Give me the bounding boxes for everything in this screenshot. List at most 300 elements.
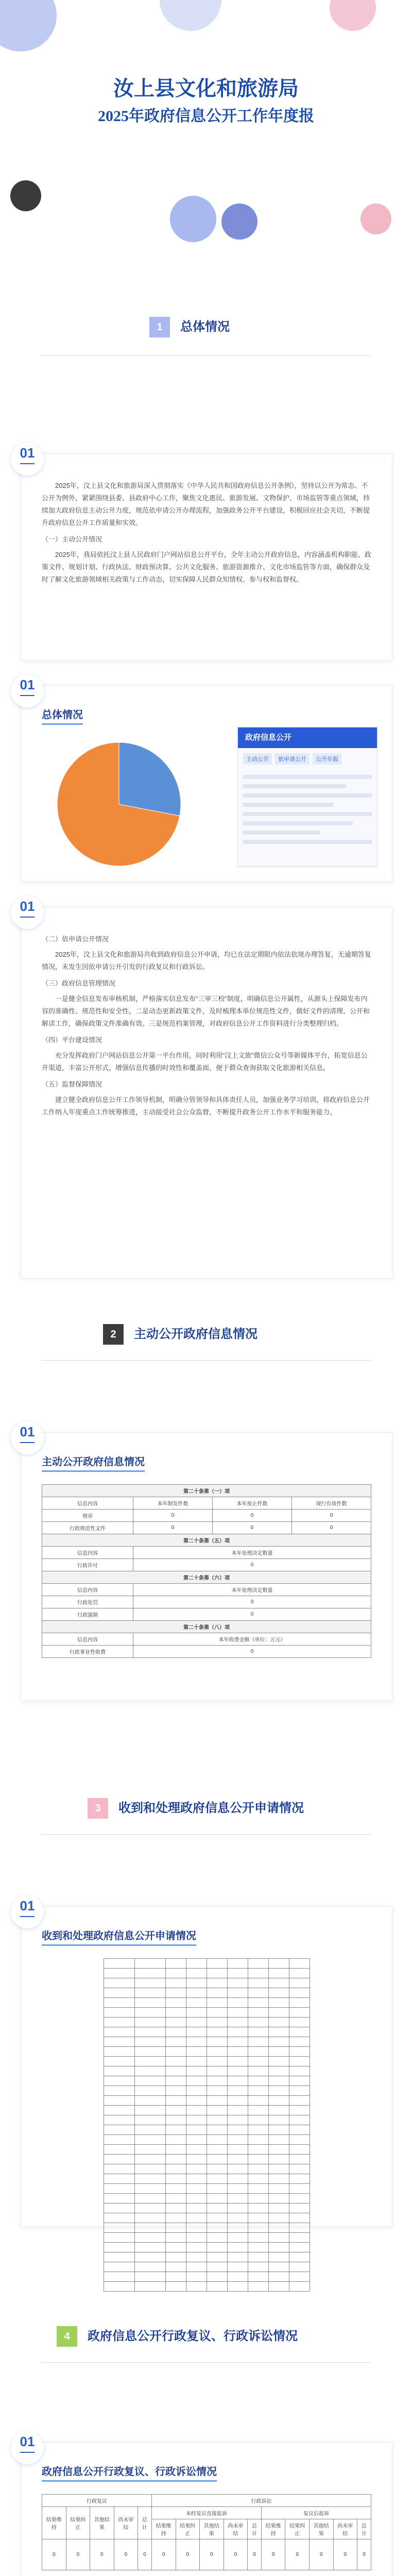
table-cell: 0 (138, 2539, 152, 2570)
table-cell (228, 2243, 248, 2252)
table-cell: 0 (90, 2539, 114, 2570)
table-cell (104, 2252, 135, 2262)
table-cell (248, 2047, 269, 2057)
table-cell (186, 2106, 207, 2115)
table-cell (269, 2164, 289, 2174)
table-cell (289, 2164, 310, 2174)
table-cell (166, 2223, 186, 2233)
table-cell: 行政事业性收费 (42, 1646, 133, 1658)
table-col-header: 总计 (248, 2519, 262, 2539)
table-cell: 行政处罚 (42, 1596, 133, 1608)
table-cell (248, 2233, 269, 2243)
table-cell (135, 2155, 166, 2164)
table-cell (289, 1998, 310, 2008)
table-cell (269, 2086, 289, 2096)
portal-tab[interactable]: 依申请公开 (275, 753, 310, 765)
paragraph: 建立健全政府信息公开工作领导机制，明确分管领导和具体责任人员，加强业务学习培训，将政府信息公开工作纳入年度重点工作统筹推进，主动接受社会公众监督，不断提升政务公开工作水平和服务能力。 (42, 1096, 370, 1116)
table-cell (135, 2223, 166, 2233)
table-cell (269, 1978, 289, 1988)
table-col-header: 现行有效件数 (291, 1497, 371, 1510)
review-table (42, 2494, 371, 2570)
table-cell (166, 2184, 186, 2194)
table-cell (104, 2262, 135, 2272)
table-cell (135, 2057, 166, 2066)
table-cell (135, 2076, 166, 2086)
table-cell (166, 2272, 186, 2282)
table-cell (228, 2252, 248, 2262)
table-cell (186, 2076, 207, 2086)
card-badge-number: 01 (20, 445, 35, 461)
table-col-header: 结果维持 (42, 2507, 66, 2539)
table-cell (289, 2184, 310, 2194)
table-cell: 0 (66, 2539, 90, 2570)
table-cell (207, 2174, 228, 2184)
table-cell: 0 (248, 2539, 262, 2570)
active-table-wrap (42, 1484, 371, 1658)
table-cell (104, 2213, 135, 2223)
table-cell (248, 2184, 269, 2194)
table-col-header: 未经复议直接起诉 (151, 2507, 261, 2519)
table-cell (269, 2194, 289, 2204)
table-cell: 0 (212, 1510, 291, 1522)
table-cell (269, 2057, 289, 2066)
table-cell: 规章 (42, 1510, 133, 1522)
card-badge (11, 896, 44, 929)
table-col-header: 结果纠正 (285, 2519, 310, 2539)
table-cell (228, 2223, 248, 2233)
table-cell (104, 1969, 135, 1978)
table-cell: 0 (200, 2539, 224, 2570)
table-cell: 0 (310, 2539, 334, 2570)
section-divider (41, 1834, 371, 1835)
section-divider (41, 355, 371, 356)
table-cell (289, 2262, 310, 2272)
section-2-header (0, 1324, 412, 1345)
paragraph: 充分发挥政府门户网站信息公开第一平台作用，同时利用“汶上文旅”微信公众号等新媒体平台，拓宽信息公开渠道，丰富公开形式，增强信息传播的时效性和覆盖面，便于群众查询获取文化旅游相关信息。 (42, 1052, 368, 1072)
table-cell (186, 2096, 207, 2106)
table-cell (248, 2115, 269, 2125)
table-col-header: 本年处理决定数量 (133, 1547, 371, 1559)
table-cell (104, 2194, 135, 2204)
table-cell (186, 2125, 207, 2135)
table-cell (207, 2076, 228, 2086)
table-col-header: 信息内容 (42, 1633, 133, 1646)
table-cell (207, 2125, 228, 2135)
table-cell (207, 2233, 228, 2243)
table-cell (186, 1978, 207, 1988)
active-disclosure-table (42, 1484, 371, 1658)
table-cell (166, 2135, 186, 2145)
table-cell (228, 2037, 248, 2047)
table-cell (166, 2174, 186, 2184)
pie-slice-1 (119, 742, 181, 816)
table-cell (289, 1978, 310, 1988)
table-cell (186, 2233, 207, 2243)
table-cell (269, 2233, 289, 2243)
card-badge-number: 01 (20, 2434, 35, 2449)
table-section-header: 第二十条第（八）项 (42, 1621, 371, 1633)
table-cell (104, 2008, 135, 2018)
table-cell (207, 2204, 228, 2213)
table-cell (248, 2164, 269, 2174)
table-cell (104, 2106, 135, 2115)
table-cell (248, 2096, 269, 2106)
table-cell (207, 2262, 228, 2272)
table-cell (207, 1988, 228, 1998)
table-cell: 0 (114, 2539, 138, 2570)
table-cell (135, 2066, 166, 2076)
table-col-header: 其他结果 (200, 2519, 224, 2539)
table-cell (248, 2066, 269, 2076)
table-cell (135, 2243, 166, 2252)
table-cell (135, 2115, 166, 2125)
card-badge (11, 443, 44, 476)
table-cell (289, 2008, 310, 2018)
table-cell (207, 2008, 228, 2018)
table-cell (248, 1978, 269, 1988)
table-cell (289, 2027, 310, 2037)
portal-list (243, 775, 372, 844)
table-section-header: 第二十条第（一）项 (42, 1485, 371, 1497)
table-cell: 0 (357, 2539, 371, 2570)
table-cell (248, 2027, 269, 2037)
table-cell (104, 2223, 135, 2233)
table-cell (186, 2194, 207, 2204)
table-col-header: 尚未审结 (224, 2519, 248, 2539)
table-cell (248, 2252, 269, 2262)
table-cell (289, 2115, 310, 2125)
table-cell (207, 2272, 228, 2282)
table-cell (186, 1959, 207, 1969)
card-badge (11, 2431, 44, 2464)
portal-tab[interactable]: 公开年报 (313, 753, 341, 765)
table-cell (207, 2194, 228, 2204)
table-col-header: 其他结果 (90, 2507, 114, 2539)
table-cell (166, 2066, 186, 2076)
table-cell (269, 2066, 289, 2076)
table-cell: 行政规范性文件 (42, 1522, 133, 1534)
table-cell (135, 2184, 166, 2194)
table-cell (269, 2018, 289, 2027)
table-cell (228, 2008, 248, 2018)
table-cell (207, 2282, 228, 2292)
table-cell (289, 2066, 310, 2076)
table-cell (228, 2086, 248, 2096)
section-4-title: 政府信息公开行政复议、行政诉讼情况 (88, 2329, 298, 2343)
table-cell (269, 2115, 289, 2125)
table-cell (166, 2018, 186, 2027)
table-cell (135, 2106, 166, 2115)
table-cell (269, 2076, 289, 2086)
paragraph: 一是健全信息发布审核机制，严格落实信息发布“三审三校”制度，明确信息公开属性，从源头上保障发布内容的准确性、规范性和安全性。二是动态更新政策文件，及时梳理本单位规范性文件，做好文件的清理、公开和解读工作，确保政策文件准确有效。三是规范档案管理，对政府信息公开工作资料进行分类整理归档。 (42, 995, 370, 1027)
card-badge-number: 01 (20, 677, 35, 692)
pie-chart (52, 737, 186, 871)
table-cell (186, 2135, 207, 2145)
table-cell (289, 1969, 310, 1978)
table-cell (135, 2252, 166, 2262)
table-cell (135, 2018, 166, 2027)
paragraph: 2025年，汶上县文化和旅游局深入贯彻落实《中华人民共和国政府信息公开条例》，坚持以公开为常态、不公开为例外，紧紧围绕县委、县政府中心工作，聚焦文化惠民、旅游发展、文物保护、市场监管等重点领域，持续加大政府信息主动公开力度，规范依申请公开办理流程，加强政务公开平台建设，积极回应社会关切，不断提升政府信息公开工作质量和实效。 (42, 482, 370, 527)
table-cell (289, 2204, 310, 2213)
table-cell (207, 2184, 228, 2194)
table-cell (228, 2233, 248, 2243)
table-cell (135, 2086, 166, 2096)
table-cell (166, 2164, 186, 2174)
card-badge (11, 1421, 44, 1454)
table-cell (166, 2262, 186, 2272)
section-1-title: 总体情况 (180, 320, 230, 334)
table-cell (104, 2086, 135, 2096)
table-cell (135, 2262, 166, 2272)
table-col-header: 结果维持 (151, 2519, 176, 2539)
table-cell (269, 2174, 289, 2184)
table-cell (289, 2018, 310, 2027)
table-cell (289, 2194, 310, 2204)
table-cell (135, 2174, 166, 2184)
table-cell: 0 (224, 2539, 248, 2570)
card-badge-number: 01 (20, 899, 35, 914)
table-cell (207, 2155, 228, 2164)
card-badge (11, 1895, 44, 1928)
table-cell (135, 2213, 166, 2223)
table-cell: 0 (212, 1522, 291, 1534)
table-cell (289, 2223, 310, 2233)
table-cell (166, 2076, 186, 2086)
table-cell (135, 1998, 166, 2008)
paragraph-heading: （三）政府信息管理情况 (42, 979, 116, 987)
table-cell (186, 2213, 207, 2223)
table-cell (207, 2018, 228, 2027)
table-cell (269, 2037, 289, 2047)
table-cell (248, 2008, 269, 2018)
table-cell (207, 1998, 228, 2008)
table-cell (289, 2252, 310, 2262)
table-cell (186, 2204, 207, 2213)
table-cell (135, 1969, 166, 1978)
table-cell (104, 2096, 135, 2106)
table-cell (104, 2037, 135, 2047)
table-cell (228, 1959, 248, 1969)
table-cell (166, 2086, 186, 2096)
table-cell (135, 2135, 166, 2145)
table-cell (186, 2057, 207, 2066)
table-col-header: 总计 (357, 2519, 371, 2539)
table-col-header: 本年收费金额（单位：万元） (133, 1633, 371, 1646)
table-cell (104, 1959, 135, 1969)
table-cell (166, 1959, 186, 1969)
table-cell (207, 2066, 228, 2076)
report-title-line1: 汝上县文化和旅游局 (113, 77, 299, 100)
table-cell (228, 2164, 248, 2174)
table-cell (248, 2106, 269, 2115)
section-3-title: 收到和处理政府信息公开申请情况 (118, 1801, 304, 1815)
table-cell (228, 1998, 248, 2008)
table-cell (289, 2086, 310, 2096)
table-cell (248, 1959, 269, 1969)
table-cell (269, 2204, 289, 2213)
table-cell (269, 1998, 289, 2008)
table-cell (166, 2008, 186, 2018)
table-cell (248, 2086, 269, 2096)
table-cell (228, 2115, 248, 2125)
table-col-header: 尚未审结 (114, 2507, 138, 2539)
table-cell (269, 2145, 289, 2155)
report-title-line2: 2025年政府信息公开工作年度报 (98, 108, 314, 125)
table-cell (104, 2184, 135, 2194)
table-col-header: 结果维持 (261, 2519, 285, 2539)
table-col-header: 本年处理决定数量 (133, 1584, 371, 1596)
table-cell (104, 2155, 135, 2164)
table-cell (166, 2106, 186, 2115)
table-cell (248, 2057, 269, 2066)
table-cell (186, 1988, 207, 1998)
table-cell (166, 2243, 186, 2252)
table-cell (269, 2272, 289, 2282)
card-heading: 收到和处理政府信息公开申请情况 (42, 1927, 196, 1946)
table-cell (207, 1959, 228, 1969)
table-cell (166, 2233, 186, 2243)
table-cell (228, 2066, 248, 2076)
table-cell (289, 2076, 310, 2086)
portal-title: 政府信息公开 (238, 727, 377, 748)
table-cell (166, 2204, 186, 2213)
table-cell (186, 2223, 207, 2233)
paragraph-heading: （一）主动公开情况 (42, 535, 102, 543)
table-cell (269, 2008, 289, 2018)
section-3-header (0, 1798, 412, 1819)
table-cell: 0 (291, 1510, 371, 1522)
table-cell (228, 2027, 248, 2037)
table-cell (289, 2047, 310, 2057)
section-divider (41, 2362, 371, 2363)
portal-screenshot (237, 727, 377, 867)
review-card (20, 2434, 392, 2576)
table-cell (186, 2086, 207, 2096)
table-cell (135, 2047, 166, 2057)
table-cell (104, 2115, 135, 2125)
table-cell (186, 2272, 207, 2282)
table-cell (166, 2027, 186, 2037)
portal-tab[interactable]: 主动公开 (243, 753, 272, 765)
table-cell (104, 1998, 135, 2008)
table-cell (207, 2164, 228, 2174)
table-cell (228, 2272, 248, 2282)
table-cell (207, 2057, 228, 2066)
table-cell (228, 2125, 248, 2135)
table-cell (269, 2262, 289, 2272)
table-cell (135, 2125, 166, 2135)
table-cell (289, 2243, 310, 2252)
table-cell (186, 2262, 207, 2272)
table-cell: 0 (151, 2539, 176, 2570)
table-cell (269, 2223, 289, 2233)
paragraph-heading: （四）平台建设情况 (42, 1036, 102, 1044)
table-cell (104, 2174, 135, 2184)
table-cell (269, 1959, 289, 1969)
table-cell (104, 2047, 135, 2057)
paragraph: 2025年，我局依托汶上县人民政府门户网站信息公开平台，全年主动公开政府信息，内容涵盖机构职能、政策文件、规划计划、行政执法、财政预决算、公共文化服务、旅游资源推介、文化市场监管等方面，确保群众及时了解文化旅游领域相关政策与工作动态，切实保障人民群众知情权、参与权和监督权。 (42, 551, 371, 583)
table-section-header: 第二十条第（六）项 (42, 1571, 371, 1584)
table-col-header: 信息内容 (42, 1547, 133, 1559)
table-cell (104, 2282, 135, 2292)
table-cell (207, 1978, 228, 1988)
table-cell (104, 2057, 135, 2066)
table-cell (207, 2213, 228, 2223)
table-cell (166, 2194, 186, 2204)
table-cell (248, 2125, 269, 2135)
table-cell (269, 2213, 289, 2223)
table-cell (289, 2096, 310, 2106)
card-badge-number: 01 (20, 1898, 35, 1913)
table-cell (166, 2252, 186, 2262)
table-cell (248, 2262, 269, 2272)
table-cell (248, 2272, 269, 2282)
table-cell (104, 2243, 135, 2252)
detail-text (42, 933, 371, 1123)
table-cell (248, 2243, 269, 2252)
table-cell (248, 1969, 269, 1978)
table-cell (207, 2145, 228, 2155)
table-cell (269, 2282, 289, 2292)
portal-tabs (238, 748, 377, 770)
table-cell (228, 1988, 248, 1998)
table-cell (248, 2076, 269, 2086)
section-1-header (0, 317, 412, 337)
table-col-header: 其他结果 (310, 2519, 334, 2539)
overview-detail-card (20, 899, 392, 1279)
table-cell (135, 1959, 166, 1969)
table-col-header: 结果纠正 (176, 2519, 200, 2539)
table-cell (289, 2135, 310, 2145)
table-cell (207, 2115, 228, 2125)
table-section-header: 第二十条第（五）项 (42, 1534, 371, 1547)
table-cell (269, 1988, 289, 1998)
card-badge-number: 01 (20, 1424, 35, 1439)
table-cell (166, 2037, 186, 2047)
table-cell (186, 2008, 207, 2018)
table-cell (207, 2037, 228, 2047)
table-cell: 0 (333, 2539, 357, 2570)
table-cell (228, 2135, 248, 2145)
apply-card (20, 1898, 392, 2227)
card-heading: 政府信息公开行政复议、行政诉讼情况 (42, 2463, 217, 2482)
table-cell (186, 1998, 207, 2008)
table-cell (104, 2076, 135, 2086)
table-cell (186, 2155, 207, 2164)
table-cell (207, 2135, 228, 2145)
table-cell (207, 2027, 228, 2037)
table-cell (186, 2047, 207, 2057)
table-cell (289, 2106, 310, 2115)
overview-text (42, 480, 371, 590)
table-cell (228, 2282, 248, 2292)
table-cell (269, 2125, 289, 2135)
table-cell (186, 2115, 207, 2125)
table-cell: 0 (261, 2539, 285, 2570)
table-cell (289, 2174, 310, 2184)
table-col-header: 复议后起诉 (261, 2507, 371, 2519)
table-cell (135, 2282, 166, 2292)
table-cell (248, 2145, 269, 2155)
table-cell (104, 2018, 135, 2027)
table-cell (207, 2106, 228, 2115)
card-heading: 总体情况 (42, 706, 83, 725)
table-cell (248, 2194, 269, 2204)
table-cell (289, 2145, 310, 2155)
active-disclosure-card (20, 1424, 392, 1701)
table-cell: 0 (133, 1559, 371, 1571)
table-cell (166, 2057, 186, 2066)
